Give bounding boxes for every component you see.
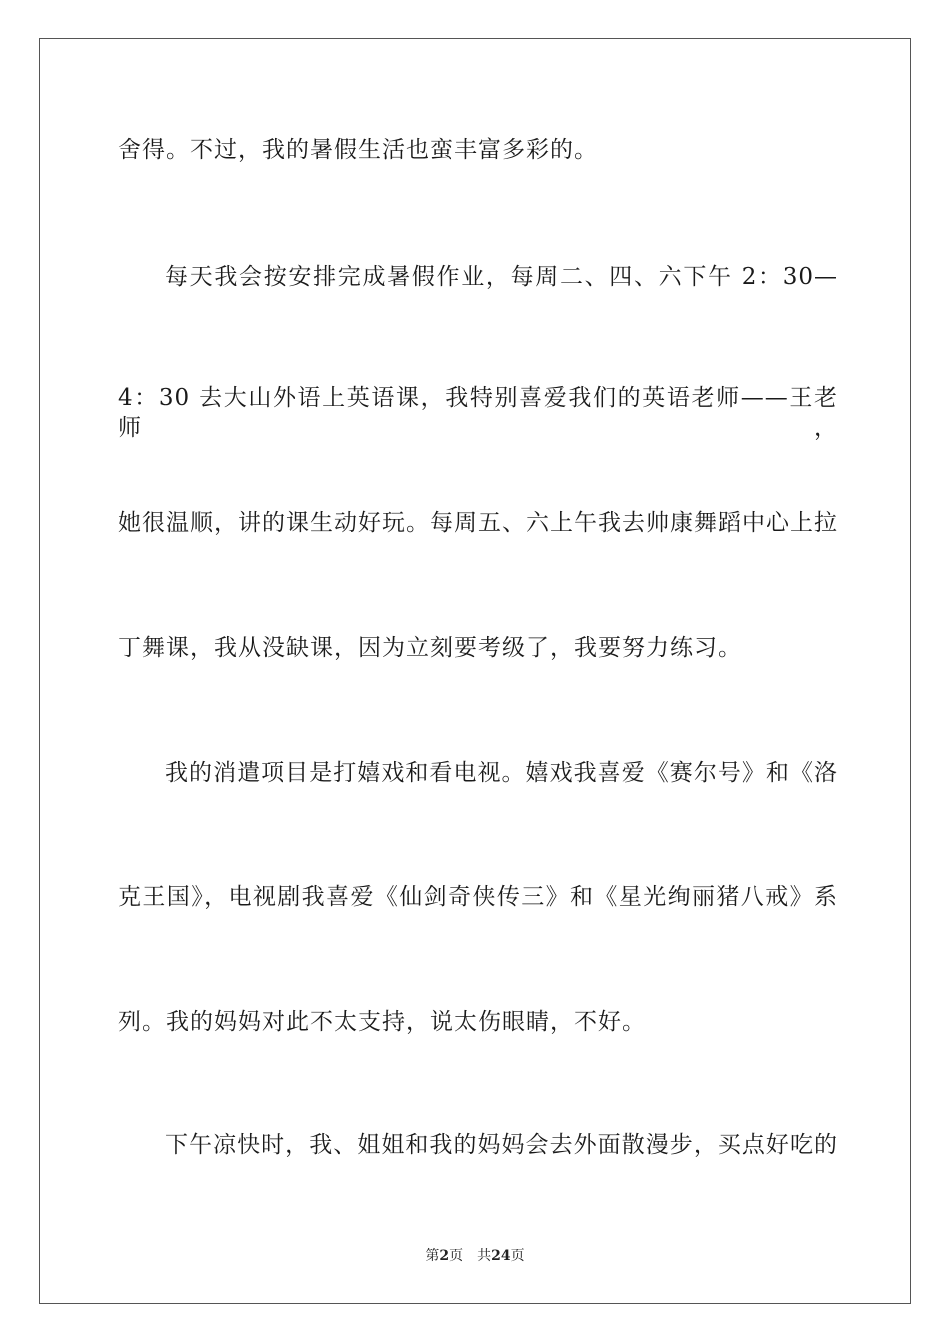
- total-prefix: 共: [477, 1248, 492, 1264]
- page-prefix: 第: [425, 1248, 440, 1264]
- text-line: 4：30 去大山外语上英语课，我特别喜爱我们的英语老师——王老师，: [118, 385, 838, 441]
- text-line: 每天我会按安排完成暑假作业，每周二、四、六下午 2：30—: [165, 264, 838, 290]
- text-line: 克王国》，电视剧我喜爱《仙剑奇侠传三》和《星光绚丽猪八戒》系: [118, 884, 838, 910]
- text-line: 丁舞课，我从没缺课，因为立刻要考级了，我要努力练习。: [118, 635, 742, 661]
- total-pages: 24: [491, 1248, 511, 1264]
- text-line: 下午凉快时，我、姐姐和我的妈妈会去外面散漫步，买点好吃的: [165, 1132, 838, 1158]
- page-suffix: 页: [449, 1248, 464, 1264]
- page-footer: [0, 1246, 950, 1266]
- text-line: 她很温顺，讲的课生动好玩。每周五、六上午我去帅康舞蹈中心上拉: [118, 510, 838, 536]
- total-suffix: 页: [510, 1248, 525, 1264]
- page-number: 2: [439, 1248, 450, 1264]
- text-line: 列。我的妈妈对此不太支持，说太伤眼睛，不好。: [118, 1009, 646, 1035]
- text-line: 我的消遣项目是打嬉戏和看电视。嬉戏我喜爱《赛尔号》和《洛: [165, 760, 838, 786]
- text-line: 舍得。不过，我的暑假生活也蛮丰富多彩的。: [118, 137, 598, 163]
- page-border: [39, 38, 911, 1304]
